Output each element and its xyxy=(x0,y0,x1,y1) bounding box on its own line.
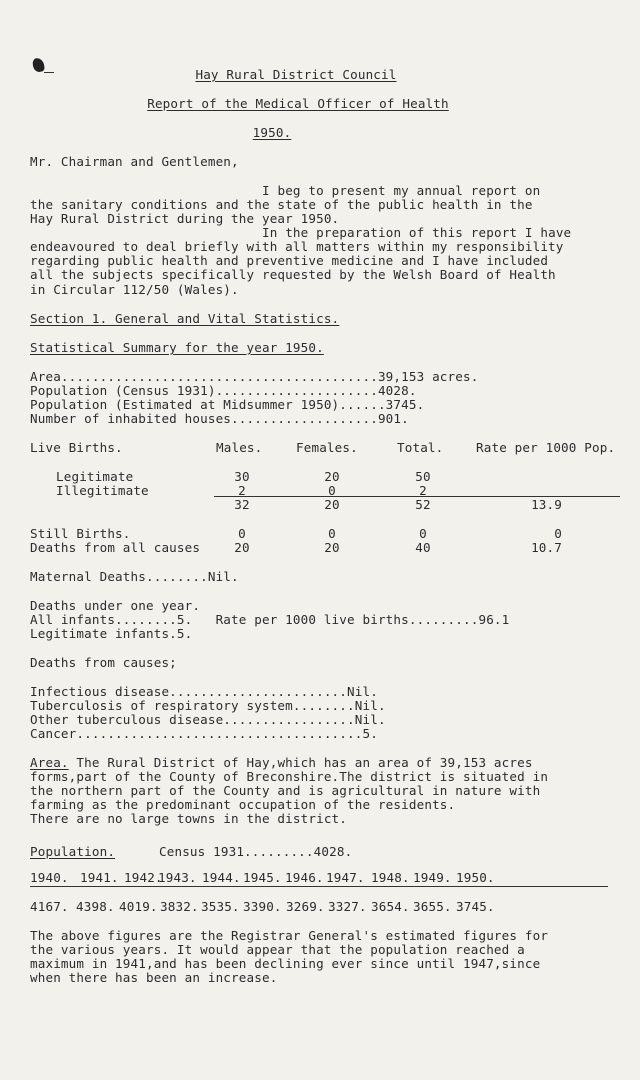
col-females: Females. xyxy=(296,440,358,455)
population-value: 4398. xyxy=(76,899,115,914)
population-value: 3832. xyxy=(160,899,199,914)
illegitimate-males: 2 xyxy=(238,483,246,498)
population-year: 1949. xyxy=(413,870,452,885)
population-year: 1948. xyxy=(371,870,410,885)
population-note-line: maximum in 1941,and has been declining ever since until 1947,since xyxy=(30,956,541,971)
deaths-rate: 10.7 xyxy=(531,540,562,555)
years-underline xyxy=(30,886,608,887)
population-heading: Population. xyxy=(30,844,116,859)
area-line: the northern part of the County and is agricultural in nature with xyxy=(30,783,541,798)
row-legitimate-label: Legitimate xyxy=(56,469,134,484)
summary-census: Population (Census 1931).....................4028. xyxy=(30,383,417,398)
population-value: 3655. xyxy=(413,899,452,914)
summary-estimate: Population (Estimated at Midsummer 1950)......3745. xyxy=(30,397,425,412)
intro-line: in Circular 112/50 (Wales). xyxy=(30,282,239,297)
area-first-line xyxy=(30,756,533,770)
cause-line: Infectious disease.......................Nil. xyxy=(30,684,378,699)
deaths-label: Deaths from all causes xyxy=(30,540,201,555)
cause-line: Cancer.....................................5. xyxy=(30,726,378,741)
intro-line: I beg to present my annual report on xyxy=(262,183,541,198)
deaths-females: 20 xyxy=(324,540,340,555)
area-text: The Rural District of Hay,which has an area of 39,153 acres xyxy=(68,755,533,770)
population-value: 3535. xyxy=(201,899,240,914)
illegitimate-total: 2 xyxy=(419,483,427,498)
population-year: 1950. xyxy=(456,870,495,885)
still-rate: 0 xyxy=(554,526,562,541)
page-mark xyxy=(34,63,49,77)
infant-line: Legitimate infants.5. xyxy=(30,626,193,641)
col-males: Males. xyxy=(216,440,263,455)
still-births-label: Still Births. xyxy=(30,526,131,541)
legitimate-females: 20 xyxy=(324,469,340,484)
total-females: 20 xyxy=(324,497,340,512)
legitimate-total: 50 xyxy=(415,469,431,484)
infant-line: All infants........5. Rate per 1000 live births.........96.1 xyxy=(30,612,510,627)
deaths-males: 20 xyxy=(234,540,250,555)
row-illegitimate-label: Illegitimate xyxy=(56,483,149,498)
intro-line: all the subjects specifically requested by the Welsh Board of Health xyxy=(30,267,556,282)
cause-line: Tuberculosis of respiratory system........Nil. xyxy=(30,698,386,713)
live-births-label: Live Births. xyxy=(30,440,123,455)
total-rate: 13.9 xyxy=(531,497,562,512)
population-year: 1945. xyxy=(243,870,282,885)
cause-line: Other tuberculous disease.................Nil. xyxy=(30,712,386,727)
council-title: Hay Rural District Council xyxy=(195,67,397,82)
population-year: 1943. xyxy=(158,870,197,885)
population-value: 4167. xyxy=(30,899,69,914)
infant-line: Deaths under one year. xyxy=(30,598,201,613)
population-note-line: the various years. It would appear that the population reached a xyxy=(30,942,525,957)
intro-line: Hay Rural District during the year 1950. xyxy=(30,211,340,226)
population-value: 3269. xyxy=(286,899,325,914)
population-year: 1947. xyxy=(326,870,365,885)
intro-line: endeavoured to deal briefly with all matters within my responsibility xyxy=(30,239,564,254)
area-line: farming as the predominant occupation of the residents. xyxy=(30,797,456,812)
still-females: 0 xyxy=(328,526,336,541)
population-value: 4019. xyxy=(119,899,158,914)
causes-heading: Deaths from causes; xyxy=(30,655,177,670)
col-rate: Rate per 1000 Pop. xyxy=(476,440,616,455)
population-note-line: The above figures are the Registrar General's estimated figures for xyxy=(30,928,549,943)
legitimate-males: 30 xyxy=(234,469,250,484)
area-heading: Area. xyxy=(30,755,69,770)
still-total: 0 xyxy=(419,526,427,541)
population-year: 1946. xyxy=(285,870,324,885)
illegitimate-females: 0 xyxy=(328,483,336,498)
summary-area: Area.........................................39,153 acres. xyxy=(30,369,479,384)
intro-line: the sanitary conditions and the state of the public health in the xyxy=(30,197,533,212)
col-total: Total. xyxy=(397,440,444,455)
total-total: 52 xyxy=(415,497,431,512)
intro-line: regarding public health and preventive medicine and I have included xyxy=(30,253,549,268)
population-value: 3327. xyxy=(328,899,367,914)
still-males: 0 xyxy=(238,526,246,541)
summary-heading: Statistical Summary for the year 1950. xyxy=(30,340,324,355)
deaths-total: 40 xyxy=(415,540,431,555)
population-year: 1940. xyxy=(30,870,69,885)
area-line: There are no large towns in the district. xyxy=(30,811,348,826)
intro-line: In the preparation of this report I have xyxy=(262,225,572,240)
population-year: 1941. xyxy=(80,870,119,885)
report-title: Report of the Medical Officer of Health xyxy=(147,96,449,111)
population-year: 1942. xyxy=(124,870,163,885)
population-year: 1944. xyxy=(202,870,241,885)
maternal-deaths: Maternal Deaths........Nil. xyxy=(30,569,239,584)
population-value: 3745. xyxy=(456,899,495,914)
summary-houses: Number of inhabited houses...................901. xyxy=(30,411,409,426)
population-value: 3390. xyxy=(243,899,282,914)
report-year: 1950. xyxy=(252,125,292,140)
area-line: forms,part of the County of Breconshire.The district is situated in xyxy=(30,769,549,784)
section-heading: Section 1. General and Vital Statistics. xyxy=(30,311,340,326)
population-value: 3654. xyxy=(371,899,410,914)
total-males: 32 xyxy=(234,497,250,512)
population-census: Census 1931.........4028. xyxy=(159,844,353,859)
population-note-line: when there has been an increase. xyxy=(30,970,278,985)
salutation: Mr. Chairman and Gentlemen, xyxy=(30,154,239,169)
